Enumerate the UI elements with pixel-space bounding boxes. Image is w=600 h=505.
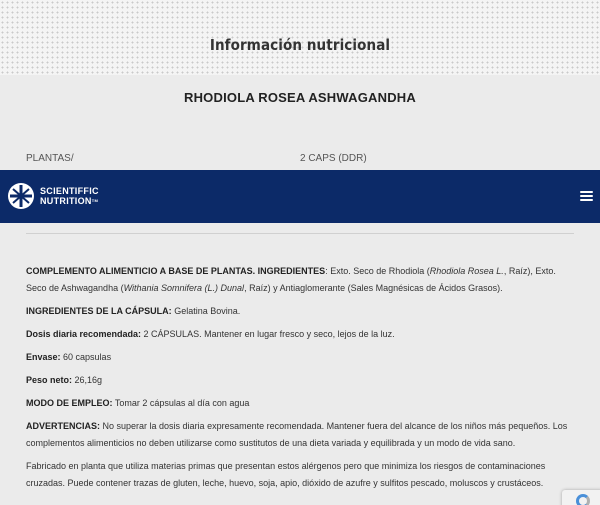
divider — [26, 233, 574, 234]
brand-line-1: SCIENTIFFIC — [40, 186, 99, 196]
trademark: TM — [91, 198, 99, 203]
ingredients-paragraph: COMPLEMENTO ALIMENTICIO A BASE DE PLANTAS. INGREDIENTES: Exto. Seco de Rhodiola (Rhodiola Rosea L., Raíz), Exto. Seco de Ashwagandha (Withania Somnifera (L.) Dunal, Raíz) y Antiaglomerante (Sales Magnésicas de Ácidos Grasos). — [26, 266, 556, 293]
brand-name — [40, 186, 99, 206]
table-header-dose: 2 CAPS (DDR) — [300, 153, 367, 164]
shield-icon — [7, 182, 35, 210]
product-title: RHODIOLA ROSEA ASHWAGANDHA — [184, 90, 416, 105]
package: Envase: 60 capsulas — [26, 352, 112, 362]
net-weight: Peso neto: 26,16g — [26, 375, 103, 385]
recaptcha-icon — [576, 494, 590, 505]
usage-mode: MODO DE EMPLEO: Tomar 2 cápsulas al día con agua — [26, 398, 250, 408]
warnings: ADVERTENCIAS: No superar la dosis diaria expresamente recomendada. Mantener fuera del alcance de los niños más pequeños. Los complementos alimenticios no deben utilizarse como sustitutos de una dieta variada y equilibrada y un modo de vida sano. — [26, 421, 568, 448]
brand-logo[interactable] — [7, 182, 99, 210]
product-details — [26, 263, 574, 498]
table-header-plants: PLANTAS/ — [26, 153, 74, 164]
brand-line-2: NUTRITION™ — [40, 196, 99, 206]
hamburger-menu-icon[interactable] — [580, 191, 593, 202]
allergen-notice: Fabricado en planta que utiliza materias primas que presentan estos alérgenos pero que minimiza los riesgos de contaminaciones cruzadas. Puede contener trazas de gluten, leche, huevo, soja, apio, dióxido de azufre y sulfitos pescado, moluscos y crustáceos. — [26, 461, 546, 488]
site-navbar — [0, 170, 600, 223]
daily-dose: Dosis diaria recomendada: 2 CÁPSULAS. Mantener en lugar fresco y seco, lejos de la luz. — [26, 329, 395, 339]
capsule-ingredients: INGREDIENTES DE LA CÁPSULA: Gelatina Bovina. — [26, 306, 241, 316]
section-title: Información nutricional — [209, 36, 391, 54]
